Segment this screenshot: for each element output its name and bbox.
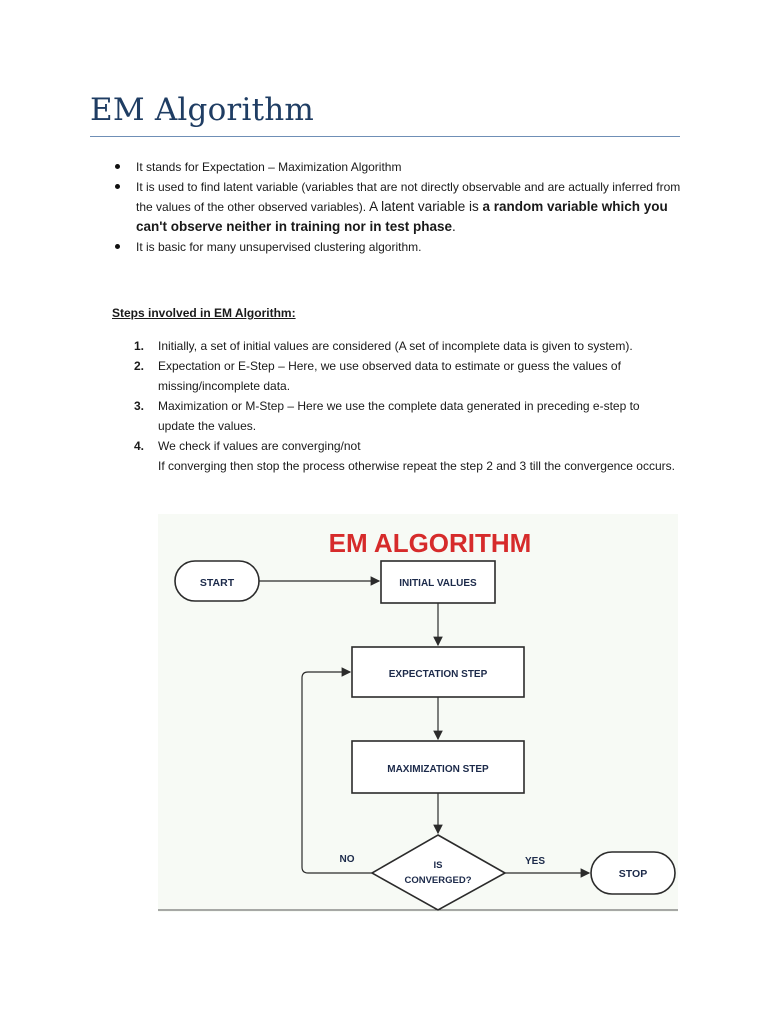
step-item (134, 336, 679, 356)
stop-label: STOP (618, 868, 648, 880)
bullet-text: It is basic for many unsupervised clustering algorithm. (136, 240, 422, 254)
expectation-step-label: EXPECTATION STEP (388, 669, 488, 680)
flowchart-svg (158, 514, 678, 912)
step-item (134, 356, 679, 396)
bullet-item (112, 237, 692, 257)
bullet-item (112, 157, 692, 177)
start-label: START (199, 577, 235, 589)
maximization-step-label: MAXIMIZATION STEP (387, 764, 489, 775)
bullet-text: It is used to find latent variable (variables that are not directly observable and are actually inferred from the values of the other observed variables). (136, 180, 681, 214)
step-text: Maximization or M-Step – Here we use the complete data generated in preceding e-step to update the values. (158, 399, 640, 433)
initial-values-label: INITIAL VALUES (399, 578, 477, 589)
step-item (134, 396, 679, 436)
step-text: Initially, a set of initial values are considered (A set of incomplete data is given to system). (158, 339, 633, 353)
title-divider (90, 136, 680, 137)
no-label: NO (339, 854, 355, 865)
step-number: 3. (134, 399, 145, 413)
intro-bullet-list (112, 157, 692, 257)
bullet-text-large: A latent variable is (366, 199, 483, 214)
step-text-continued: If converging then stop the process otherwise repeat the step 2 and 3 till the convergence occurs. (158, 459, 675, 473)
step-number: 1. (134, 339, 145, 353)
steps-list (134, 336, 679, 476)
yes-label: YES (524, 856, 546, 867)
step-number: 2. (134, 359, 145, 373)
step-item (134, 436, 679, 476)
decision-label-line1: IS (433, 860, 443, 871)
diagram-title: EM ALGORITHM (328, 528, 532, 558)
step-text: Expectation or E-Step – Here, we use observed data to estimate or guess the values of missing/incomplete data. (158, 359, 621, 393)
step-text: We check if values are converging/not (158, 439, 361, 453)
decision-label-line2: CONVERGED? (404, 875, 472, 886)
steps-heading: Steps involved in EM Algorithm: (112, 306, 296, 320)
page-title: EM Algorithm (90, 92, 314, 128)
bullet-text-end: . (452, 219, 456, 234)
step-number: 4. (134, 439, 145, 453)
bullet-text: It stands for Expectation – Maximization Algorithm (136, 160, 402, 174)
em-algorithm-flowchart (158, 514, 678, 912)
bullet-item (112, 177, 692, 237)
bullet-text-bold: a random variable which you can't observe neither in training nor in test phase (136, 199, 668, 234)
